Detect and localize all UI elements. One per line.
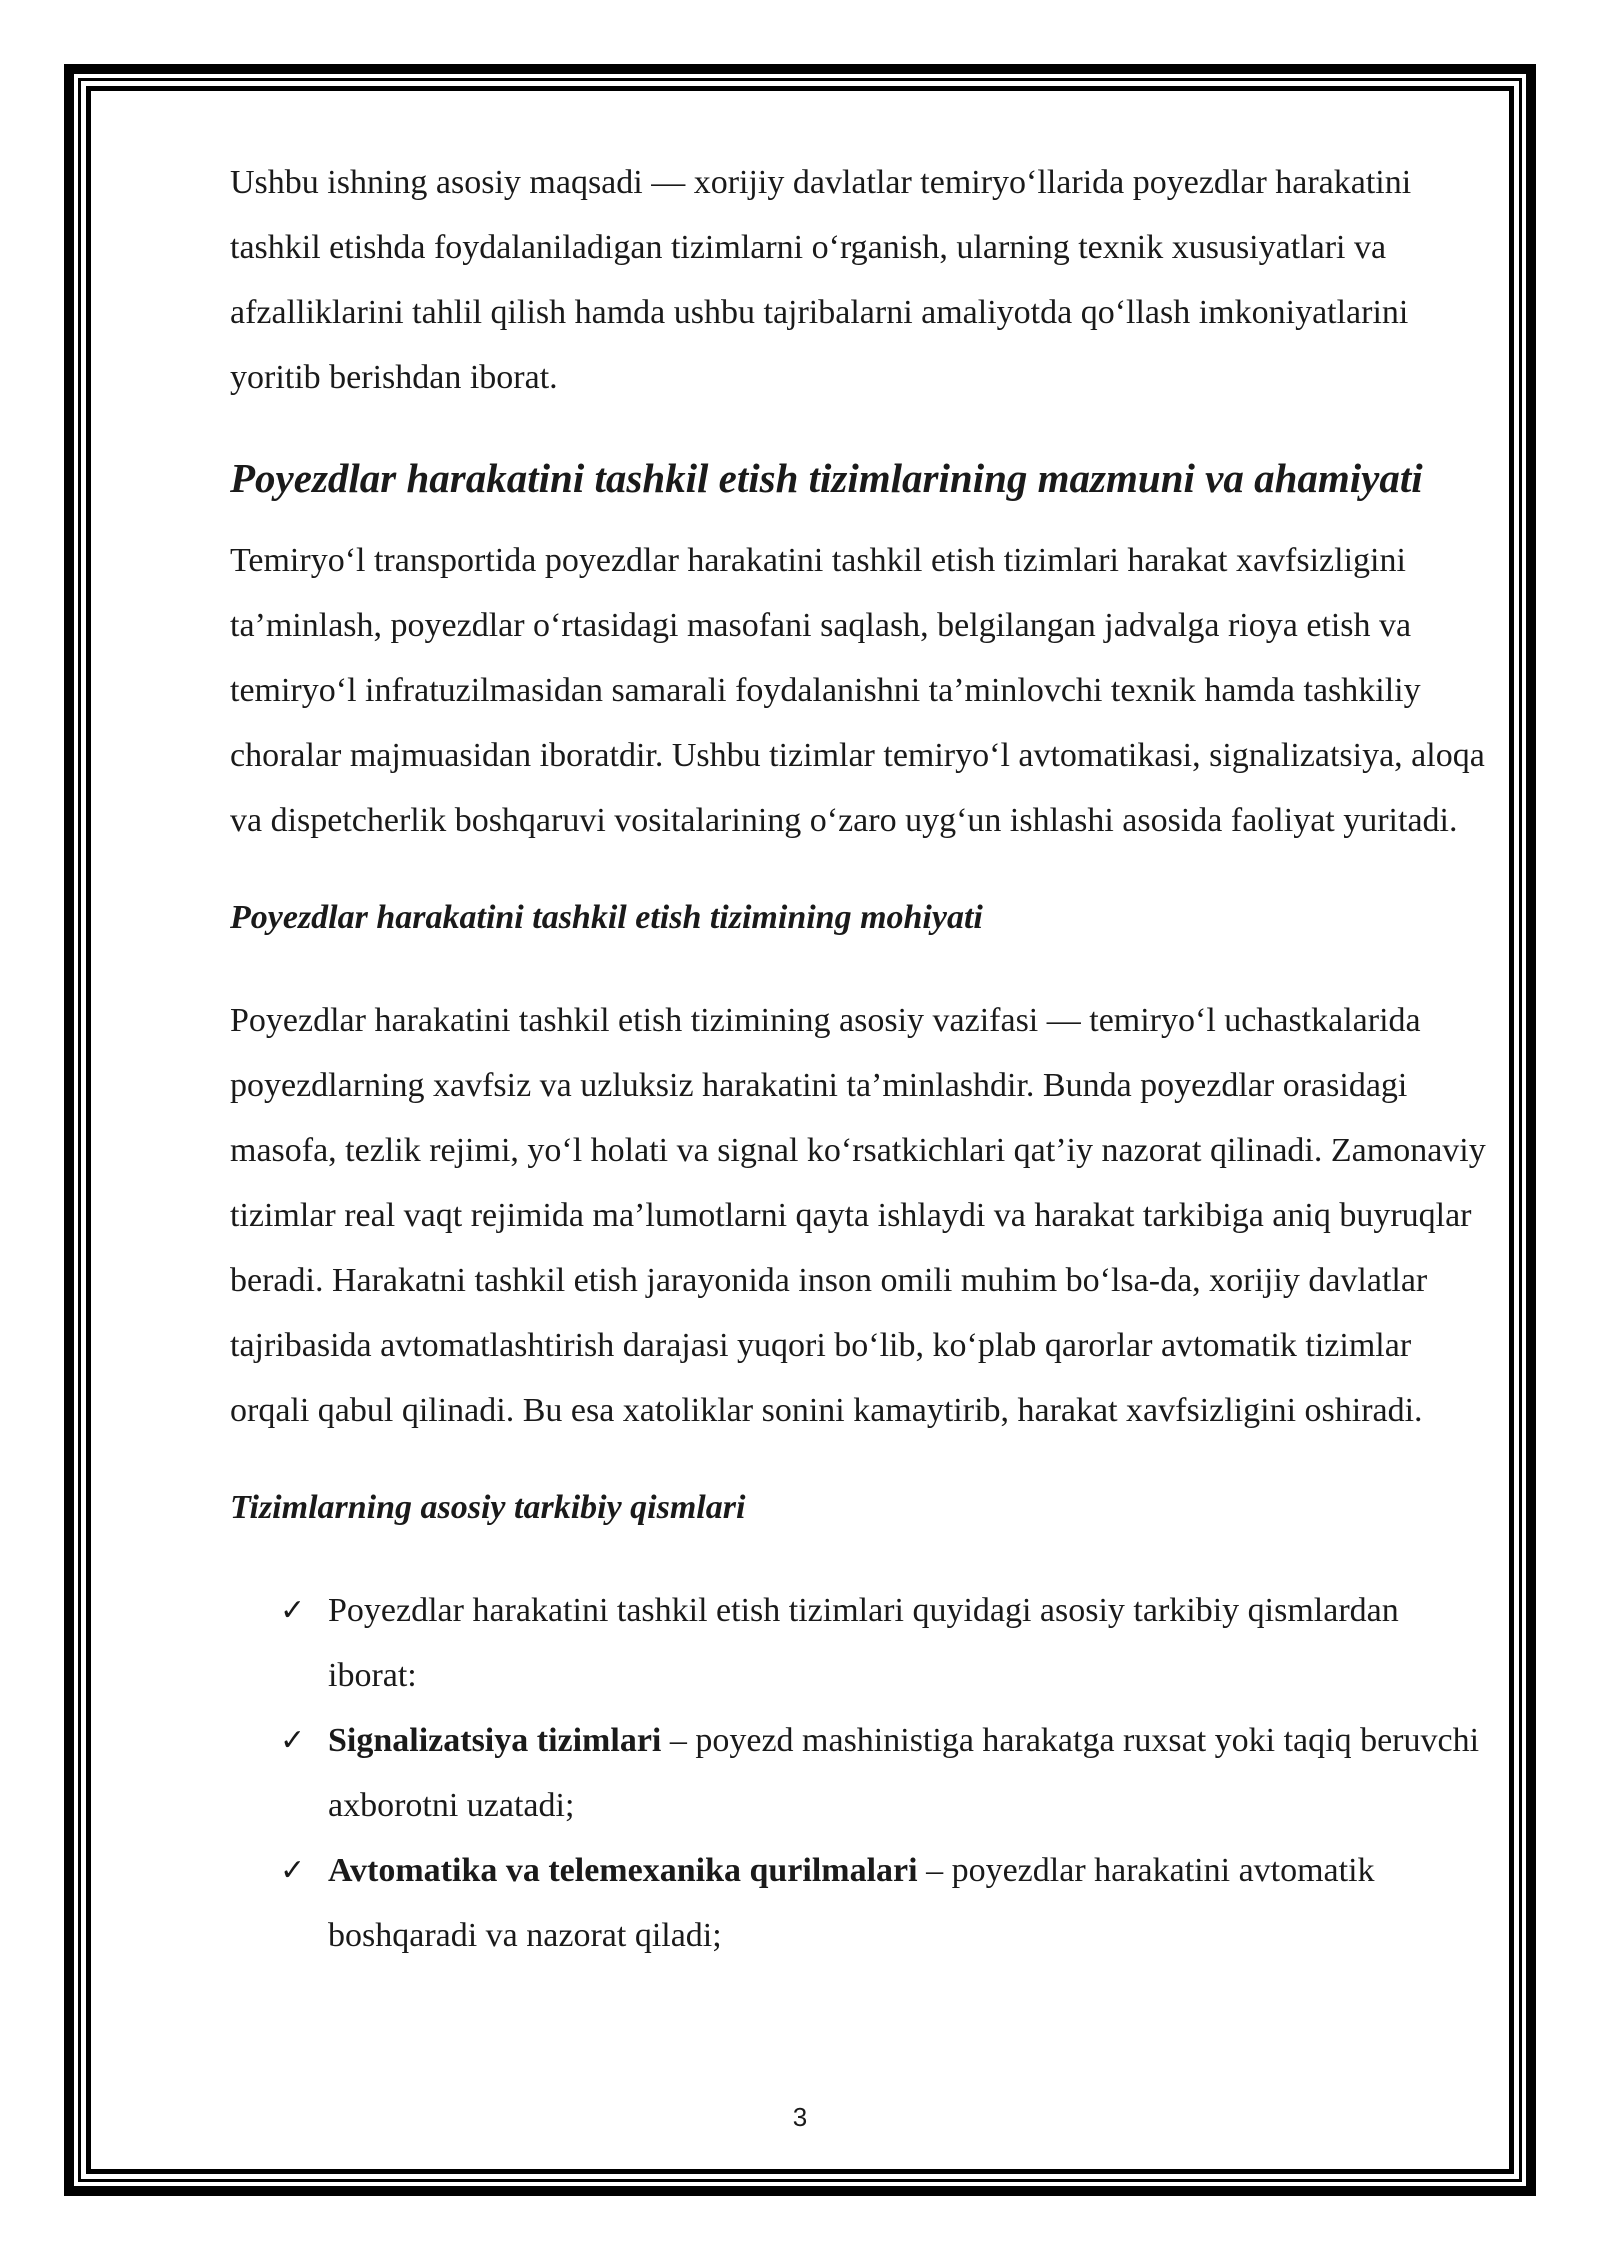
components-subheading: Tizimlarning asosiy tarkibiy qismlari	[230, 1489, 746, 1526]
checkmark-icon: ✓	[280, 1723, 306, 1758]
list-item-text: – poyezd mashinistiga harakatga ruxsat yoki taqiq beruvchi axborotni uzatadi;	[328, 1722, 1480, 1824]
essence-subheading: Poyezdlar harakatini tashkil etish tizimining mohiyati	[230, 899, 983, 936]
checkmark-icon: ✓	[280, 1853, 306, 1888]
checkmark-icon: ✓	[280, 1593, 306, 1628]
list-item	[230, 1578, 1490, 1708]
list-item-text: Poyezdlar harakatini tashkil etish tizimlari quyidagi asosiy tarkibiy qismlardan iborat:	[328, 1592, 1399, 1694]
section-paragraph: Temiryoʻl transportida poyezdlar harakatini tashkil etish tizimlari harakat xavfsizligini ta’minlash, poyezdlar oʻrtasidagi masofani saqlash, belgilangan jadvalga rioya etish va temiryoʻl infratuzilmasidan samarali foydalanishni ta’minlovchi texnik hamda tashkiliy choralar majmuasidan iboratdir. Ushbu tizimlar temiryoʻl avtomatikasi, signalizatsiya, aloqa va dispetcherlik boshqaruvi vositalarining oʻzaro uygʻun ishlashi asosida faoliyat yuritadi.	[230, 542, 1485, 839]
list-item	[230, 1838, 1490, 1968]
essence-paragraph: Poyezdlar harakatini tashkil etish tizimining asosiy vazifasi — temiryoʻl uchastkalarida poyezdlarning xavfsiz va uzluksiz harakatini ta’minlashdir. Bunda poyezdlar orasidagi masofa, tezlik rejimi, yoʻl holati va signal koʻrsatkichlari qat’iy nazorat qilinadi. Zamonaviy tizimlar real vaqt rejimida ma’lumotlarni qayta ishlaydi va harakat tarkibiga aniq buyruqlar beradi. Harakatni tashkil etish jarayonida inson omili muhim boʻlsa-da, xorijiy davlatlar tajribasida avtomatlashtirish darajasi yuqori boʻlib, koʻplab qarorlar avtomatik tizimlar orqali qabul qilinadi. Bu esa xatoliklar sonini kamaytirib, harakat xavfsizligini oshiradi.	[230, 1002, 1486, 1429]
page-number: 3	[792, 2102, 808, 2132]
components-list	[230, 1578, 1490, 1968]
list-item-text: – poyezdlar harakatini avtomatik boshqaradi va nazorat qiladi;	[328, 1852, 1375, 1954]
list-item-term: Signalizatsiya tizimlari	[328, 1722, 662, 1759]
intro-paragraph: Ushbu ishning asosiy maqsadi — xorijiy davlatlar temiryoʻllarida poyezdlar harakatini tashkil etishda foydalaniladigan tizimlarni oʻrganish, ularning texnik xususiyatlari va afzalliklarini tahlil qilish hamda ushbu tajribalarni amaliyotda qoʻllash imkoniyatlarini yoritib berishdan iborat.	[230, 164, 1412, 396]
page-content	[230, 150, 1490, 1968]
section-heading: Poyezdlar harakatini tashkil etish tizimlarining mazmuni va ahamiyati	[230, 455, 1423, 501]
list-item-term: Avtomatika va telemexanika qurilmalari	[328, 1852, 918, 1889]
list-item	[230, 1708, 1490, 1838]
